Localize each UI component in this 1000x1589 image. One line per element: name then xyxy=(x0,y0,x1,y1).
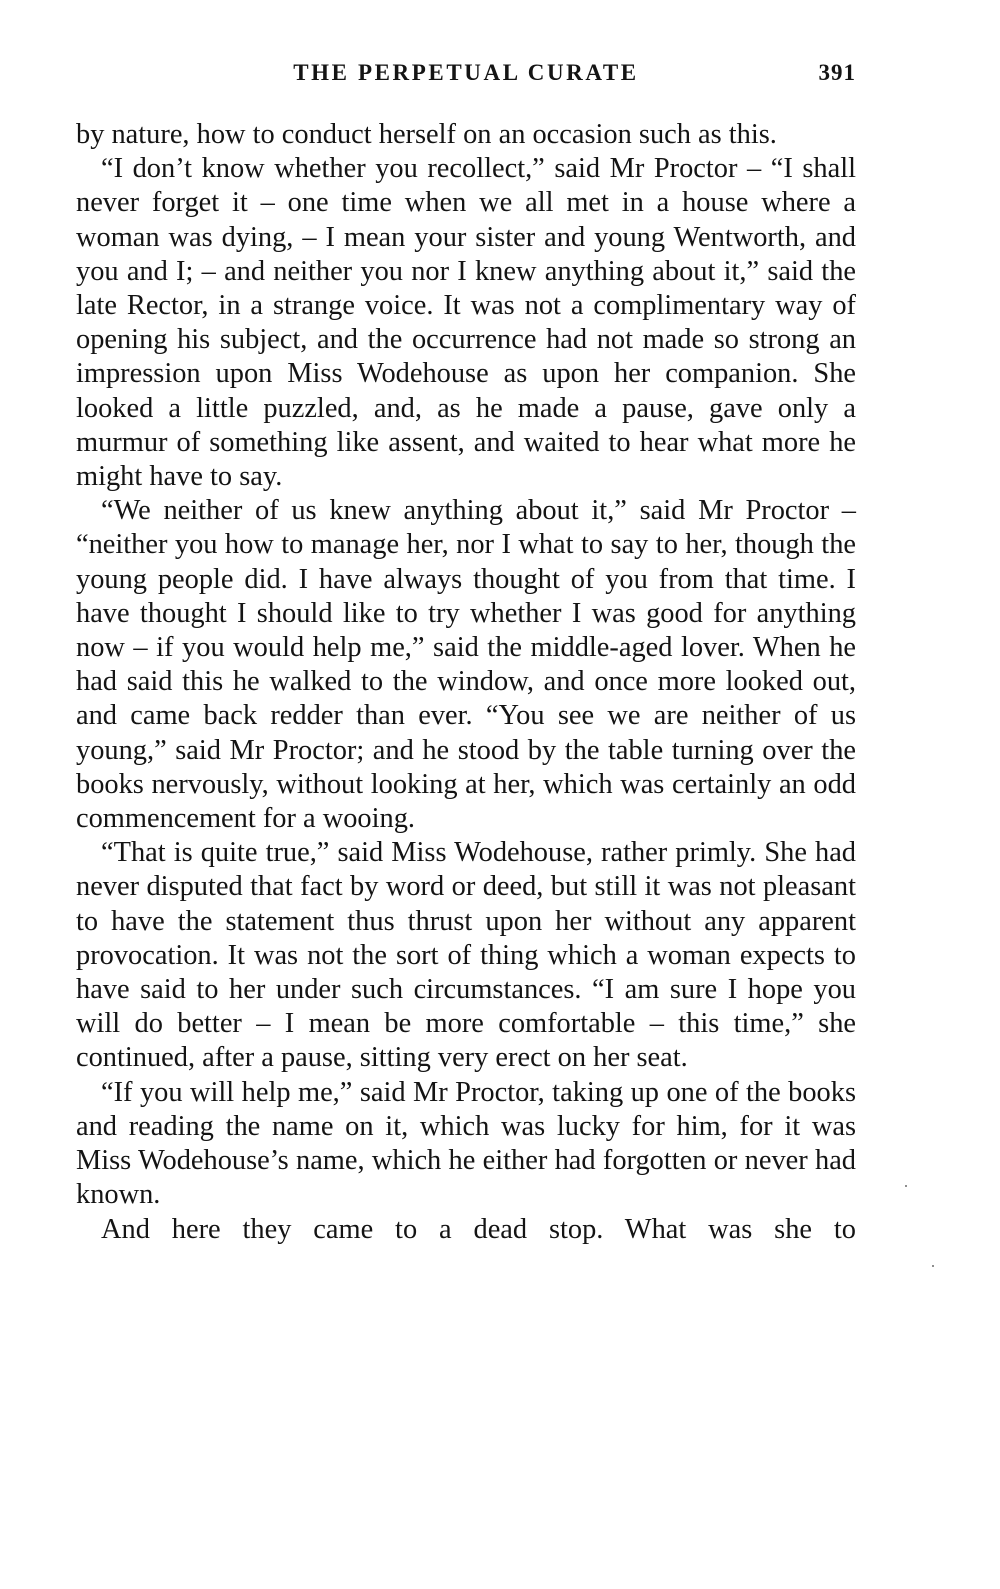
print-speck xyxy=(932,1265,934,1267)
paragraph: “That is quite true,” said Miss Wodehouse, rather primly. She had never disputed that fact by word or deed, but still it was not pleasant to have the statement thus thrust upon her without any apparent provocation. It was not the sort of thing which a woman expects to have said to her under such circumstances. “I am sure I hope you will do better – I mean be more comfortable – this time,” she continued, after a pause, sitting very erect on her seat. xyxy=(76,837,856,1074)
paragraph: “We neither of us knew anything about it,” said Mr Proctor – “neither you how to manage her, nor I what to say to her, though the young people did. I have always thought of you from that time. I have thought I should like to try whether I was good for anything now – if you would help me,” said the middle-aged lover. When he had said this he walked to the window, and once more looked out, and came back redder than ever. “You see we are neither of us young,” said Mr Proctor; and he stood by the table turning over the books nervously, without looking at her, which was certainly an odd commencement for a wooing. xyxy=(76,495,856,835)
print-speck xyxy=(905,1185,907,1187)
body-text xyxy=(76,118,856,1247)
paragraph-final-line: And here they came to a dead stop. What was she to xyxy=(101,1213,856,1245)
running-title: THE PERPETUAL CURATE xyxy=(293,60,639,85)
page-number: 391 xyxy=(818,60,856,85)
paragraph-continuation: by nature, how to conduct herself on an occasion such as this. xyxy=(76,119,777,150)
paragraph: “I don’t know whether you recollect,” said Mr Proctor – “I shall never forget it – one time when we all met in a house where a woman was dying, – I mean your sister and young Wentworth, and you and I; – and neither you nor I knew anything about it,” said the late Rector, in a strange voice. It was not a complimentary way of opening his subject, and the occurrence had not made so strong an impression upon Miss Wodehouse as upon her companion. She looked a little puzzled, and, as he made a pause, gave only a murmur of something like assent, and waited to hear what more he might have to say. xyxy=(76,153,856,493)
paragraph: “If you will help me,” said Mr Proctor, taking up one of the books and reading the name on it, which was lucky for him, for it was Miss Wodehouse’s name, which he either had forgotten or never had known. xyxy=(76,1076,856,1211)
running-header xyxy=(76,60,856,94)
